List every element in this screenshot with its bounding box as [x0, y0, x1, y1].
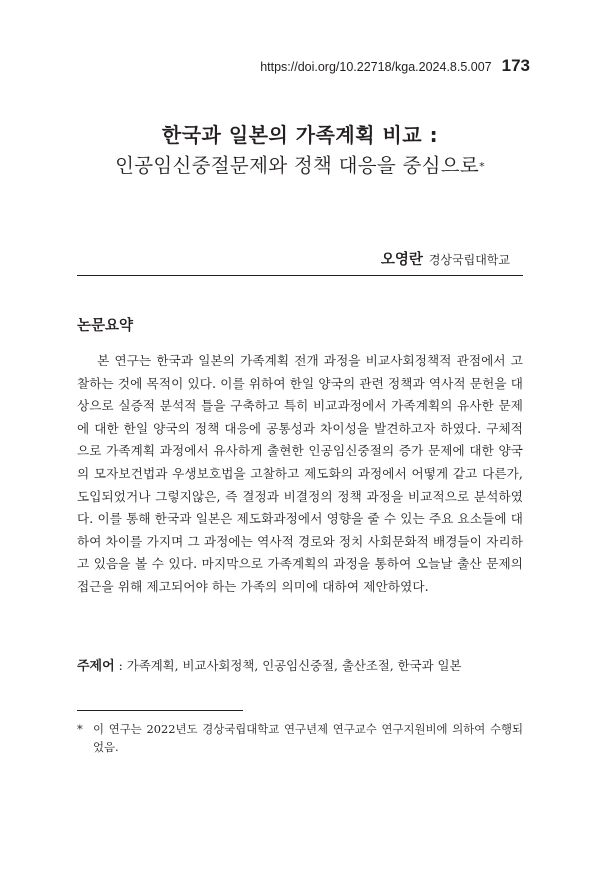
running-header [260, 56, 530, 76]
paper-subtitle-line [0, 150, 600, 183]
keywords-label: 주제어 [77, 659, 115, 674]
author-name: 오영란 [380, 252, 423, 268]
footnote-text: 이 연구는 2022년도 경상국립대학교 연구년제 연구교수 연구지원비에 의하여 수행되었음. [93, 722, 523, 754]
author-line [381, 248, 510, 269]
footnote [77, 720, 523, 756]
paper-title: 한국과 일본의 가족계획 비교 : [161, 123, 439, 147]
footnote-divider [77, 710, 243, 711]
doi-link[interactable]: https://doi.org/10.22718/kga.2024.8.5.007 [260, 60, 492, 74]
abstract-heading: 논문요약 [77, 318, 134, 334]
header-divider [77, 275, 523, 276]
keywords-line [77, 655, 527, 674]
keywords-separator: : [114, 658, 127, 673]
author-affiliation: 경상국립대학교 [428, 253, 510, 267]
title-footnote-marker: * [479, 160, 485, 173]
footnote-marker: * [77, 722, 83, 736]
keywords-list: 가족계획, 비교사회정책, 인공임신중절, 출산조절, 한국과 일본 [126, 658, 462, 673]
page-number: 173 [501, 56, 530, 75]
paper-subtitle: 인공임신중절문제와 정책 대응을 중심으로 [115, 154, 480, 177]
title-block [0, 120, 600, 183]
abstract-body: 본 연구는 한국과 일본의 가족계획 전개 과정을 비교사회정책적 관점에서 고찰하는 것에 목적이 있다. 이를 위하여 한일 양국의 관련 정책과 역사적 문헌을 대상으로 실증적 분석적 틀을 구축하고 특히 비교과정에서 가족계획의 유사한 문제에 대한 한일 양국의 정책 대응에 공통성과 차이성을 발견하고자 하였다. 구체적으로 가족계획 과정에서 유사하게 출현한 인공임신중절의 증가 문제에 대한 양국의 모자보건법과 우생보호법을 고찰하고 제도화의 과정에서 어떻게 같고 다른가, 도입되었거나 그렇지않은, 즉 결정과 비결정의 정책 과정을 비교적으로 분석하였다. 이를 통해 한국과 일본은 제도화과정에서 영향을 줄 수 있는 주요 요소들에 대하여 차이를 가지며 그 과정에는 역사적 경로와 정치 사회문화적 배경들이 자리하고 있음을 볼 수 있다. 마지막으로 가족계획의 과정을 통하여 오늘날 출산 문제의 접근을 위해 제고되어야 하는 가족의 의미에 대하여 제안하였다. [77, 353, 523, 594]
